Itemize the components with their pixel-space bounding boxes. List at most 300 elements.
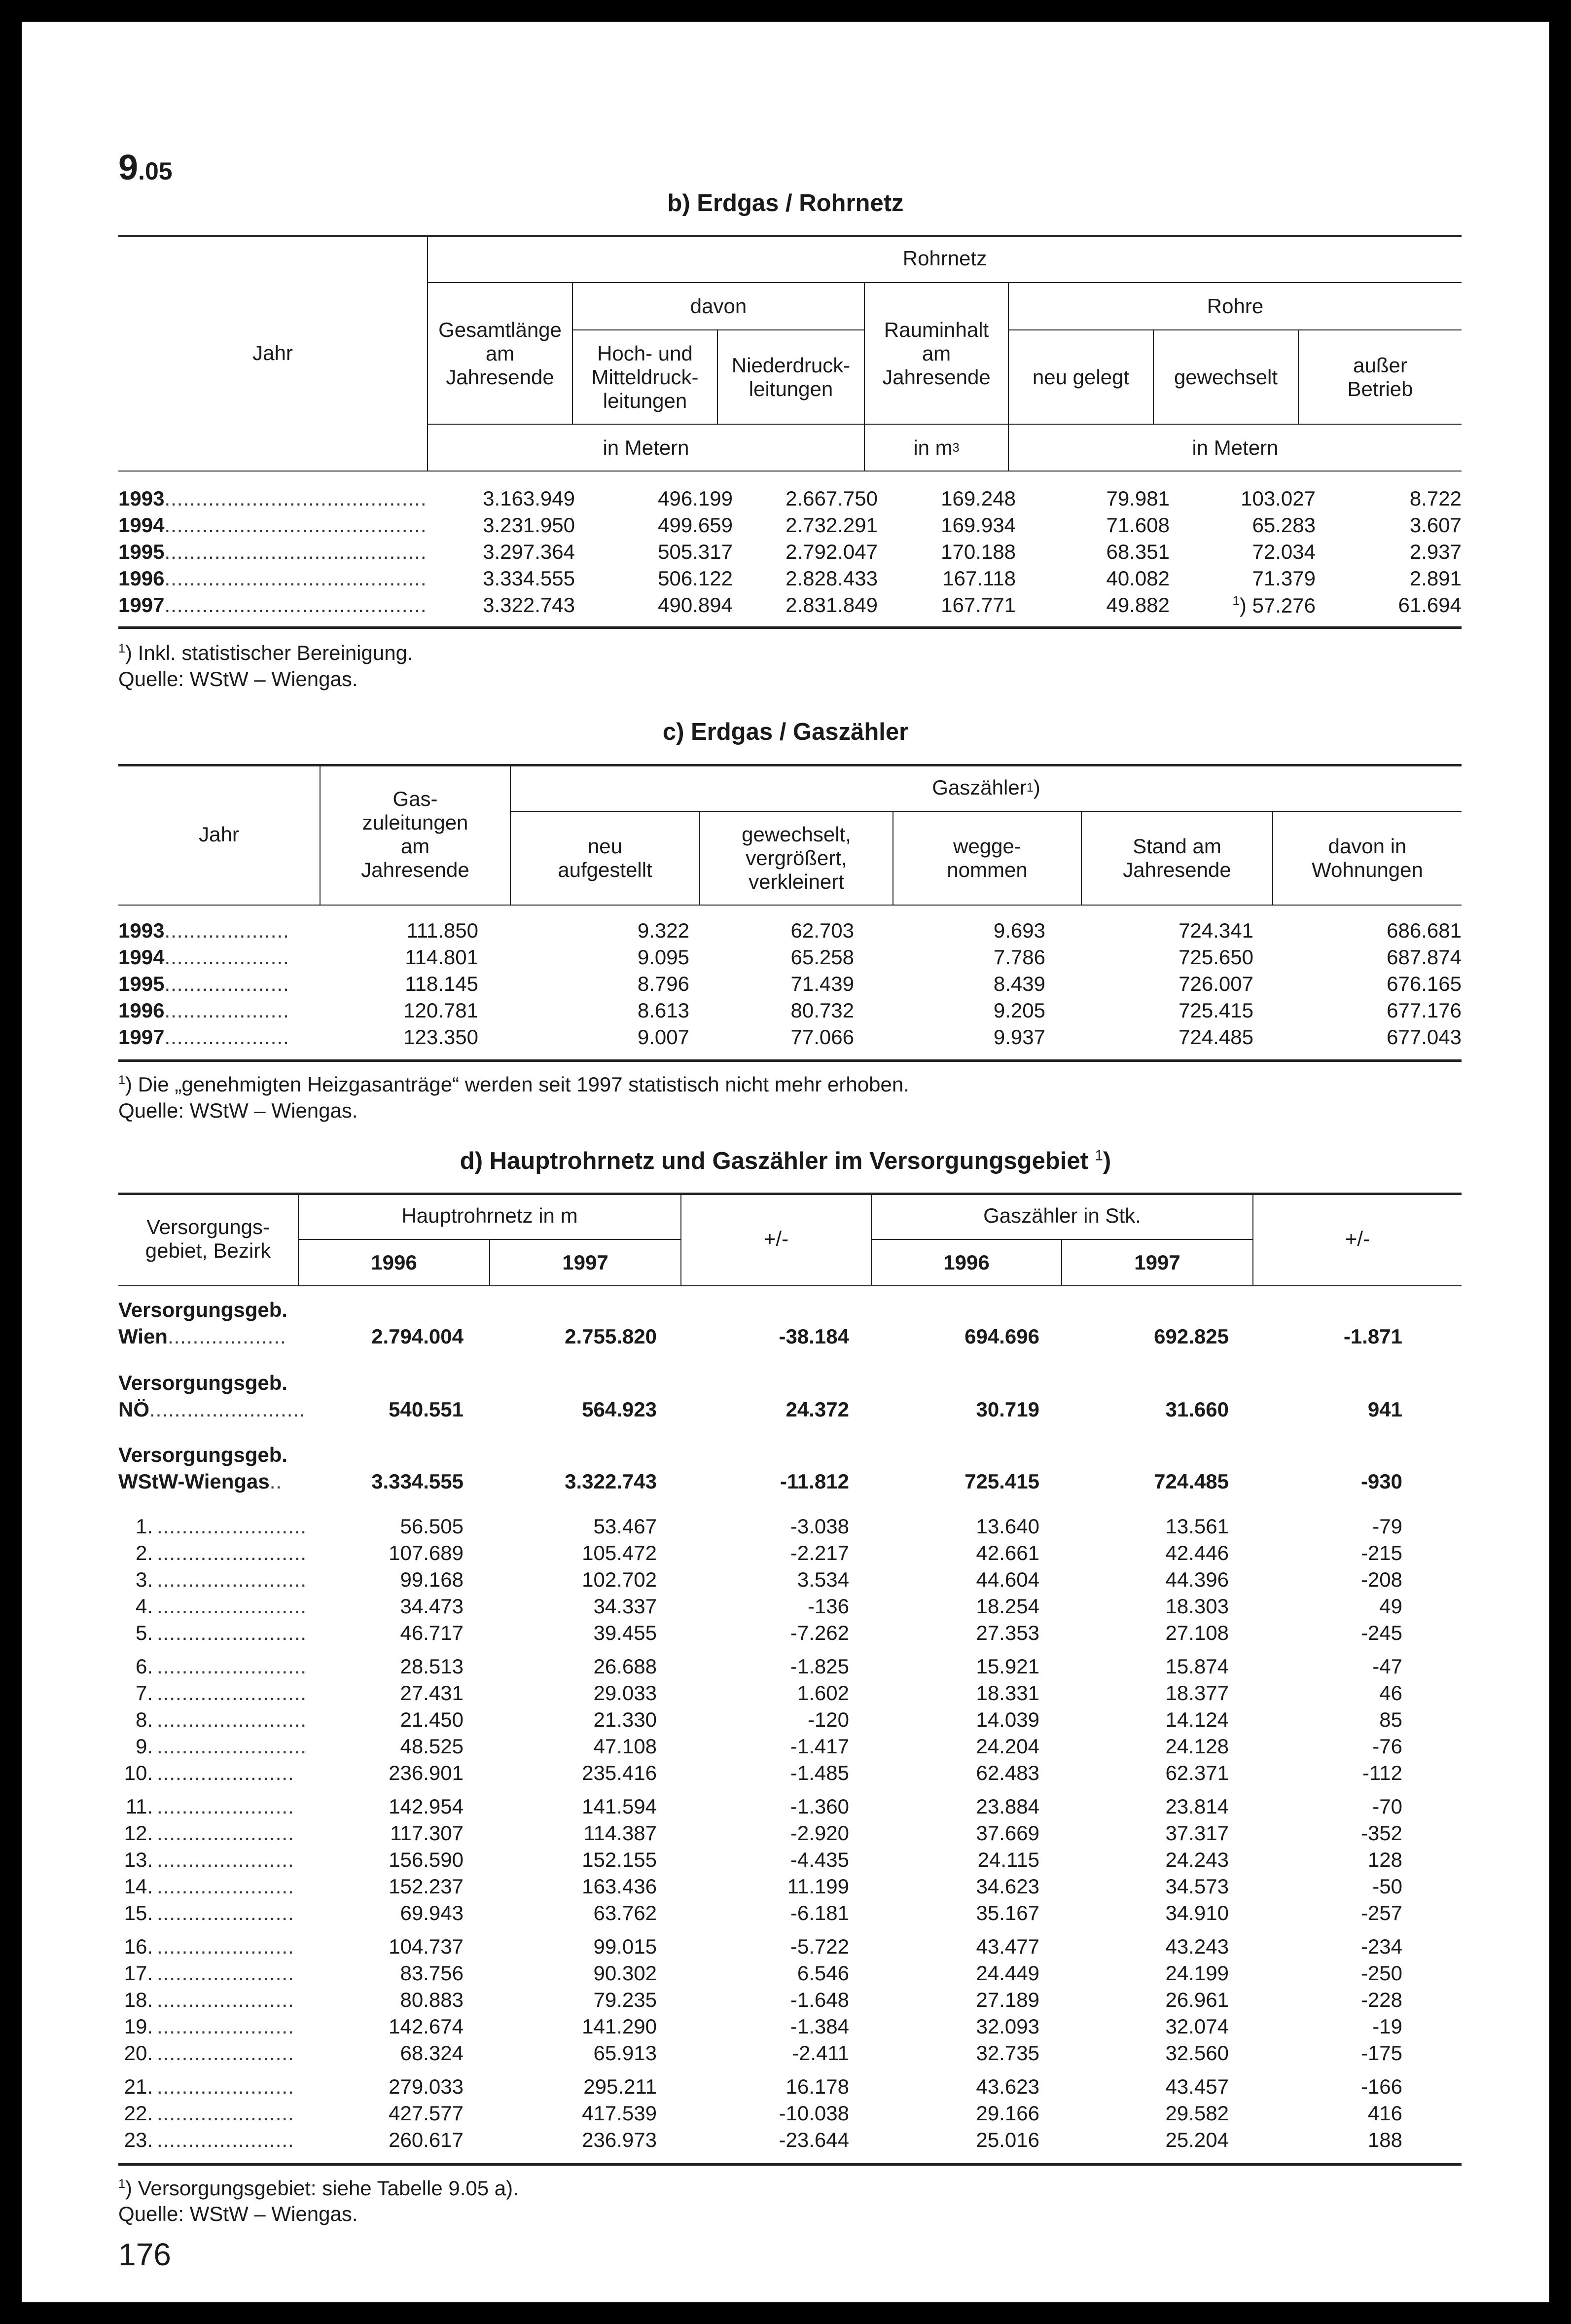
cell: 7.786 <box>993 945 1045 969</box>
cell-value: 2.732.291 <box>786 513 878 537</box>
district-number: 22. <box>124 2102 153 2125</box>
table-row <box>118 565 1462 592</box>
table-d-title-marker: 1 <box>1095 1147 1103 1164</box>
cell: 24.128 <box>1165 1735 1229 1758</box>
row-label <box>118 1566 318 1593</box>
district-number: 14. <box>124 1875 153 1898</box>
district-number: 4. <box>135 1595 153 1618</box>
header-gaszaehler-text: Gaszähler <box>932 775 1027 799</box>
table-d-bottom-rule <box>118 2163 1462 2166</box>
col-gewechselt: gewechselt, vergrößert, verkleinert <box>742 823 851 893</box>
cell: 71.439 <box>790 972 854 995</box>
cell: 43.457 <box>1165 2075 1229 2098</box>
cell-value: 72.034 <box>1252 540 1316 563</box>
leader-dots: ...................... <box>157 1961 294 1985</box>
cell-value: 71.608 <box>1106 513 1170 537</box>
cell: 68.324 <box>400 2041 464 2065</box>
cell: 23.814 <box>1165 1795 1229 1818</box>
col-gaszuleitungen: Gas- zuleitungen am Jahresende <box>361 787 469 881</box>
cell: 24.115 <box>977 1848 1039 1871</box>
cell: 13.561 <box>1165 1515 1229 1538</box>
summary-label-line1: Versorgungsgeb. <box>118 1371 288 1394</box>
cell-value: 506.122 <box>658 567 733 590</box>
leader-dots: ...................... <box>157 1988 294 2011</box>
cell: -245 <box>1360 1621 1402 1644</box>
cell: -352 <box>1360 1821 1402 1845</box>
cell: 34.337 <box>593 1595 657 1618</box>
table-row <box>118 1847 1462 1873</box>
col-niederdruck: Niederdruck- leitungen <box>731 353 851 400</box>
cell: 11.199 <box>787 1875 849 1898</box>
cell-value: 169.248 <box>941 487 1016 510</box>
row-label <box>118 1926 318 1960</box>
leader-dots: ...................... <box>157 2102 294 2125</box>
spacer <box>1402 1540 1462 1566</box>
cell <box>1016 565 1170 592</box>
year: 1993 <box>118 919 165 942</box>
cell: 142.954 <box>389 1795 464 1818</box>
district-number: 18. <box>124 1988 153 2011</box>
cell: 26.688 <box>593 1655 657 1678</box>
cell <box>878 539 1016 565</box>
row-label <box>118 1960 318 1987</box>
cell: 9.205 <box>993 999 1045 1022</box>
leader-dots: ........................ <box>157 1541 307 1564</box>
cell: 16.178 <box>786 2075 849 2098</box>
cell: 43.243 <box>1165 1935 1229 1958</box>
col-gebiet: Versorgungs- gebiet, Bezirk <box>145 1215 271 1262</box>
row-label <box>118 539 432 565</box>
cell: -1.360 <box>790 1795 849 1818</box>
cell: 128 <box>1367 1848 1402 1871</box>
col-neu-gelegt: neu gelegt <box>1032 365 1130 389</box>
section-number-main: 9 <box>118 148 139 187</box>
cell: 34.910 <box>1165 1901 1229 1925</box>
table-row <box>118 1960 1462 1987</box>
cell: 63.762 <box>593 1901 657 1925</box>
cell: 236.901 <box>389 1761 464 1784</box>
cell: -11.812 <box>780 1470 849 1493</box>
year: 1997 <box>118 1025 165 1049</box>
page <box>22 22 1549 2302</box>
cell <box>1016 512 1170 539</box>
leader-dots: ........................ <box>157 1595 307 1618</box>
district-number: 7. <box>135 1681 153 1705</box>
col-ausser-betrieb: außer Betrieb <box>1347 353 1413 400</box>
row-label <box>118 592 432 618</box>
spacer <box>1402 1396 1462 1423</box>
col-gz-diff: +/- <box>1345 1227 1370 1250</box>
cell: 142.674 <box>389 2015 464 2038</box>
cell: -76 <box>1372 1735 1402 1758</box>
table-d-title-text: d) Hauptrohrnetz und Gaszähler im Versorgungsgebiet <box>460 1148 1095 1174</box>
cell: 677.176 <box>1387 999 1462 1022</box>
row-label <box>118 917 322 944</box>
table-d-districts <box>118 1513 1462 2153</box>
cell: 27.431 <box>400 1681 464 1705</box>
cell: -1.485 <box>790 1761 849 1784</box>
col-davon-wohnungen: davon in Wohnungen <box>1312 835 1423 881</box>
cell: 27.108 <box>1165 1621 1229 1644</box>
cell: 564.923 <box>582 1398 657 1421</box>
cell: 32.074 <box>1165 2015 1229 2038</box>
cell: 99.168 <box>400 1568 464 1591</box>
cell: 53.467 <box>593 1515 657 1538</box>
cell: 24.372 <box>786 1398 849 1421</box>
cell: -1.871 <box>1343 1325 1402 1348</box>
cell-value: 79.981 <box>1106 487 1170 510</box>
spacer <box>1402 1646 1462 1680</box>
cell: 46.717 <box>400 1621 464 1644</box>
summary-label-line1: Versorgungsgeb. <box>118 1443 288 1466</box>
cell: 152.155 <box>582 1848 657 1871</box>
leader-dots: .. <box>269 1470 283 1493</box>
cell: -2.217 <box>790 1541 849 1564</box>
cell: 427.577 <box>389 2102 464 2125</box>
cell: 118.145 <box>405 972 478 995</box>
cell-value: 169.934 <box>941 513 1016 537</box>
header-rohre: Rohre <box>1207 294 1264 318</box>
table-row <box>118 1513 1462 1540</box>
district-number: 21. <box>124 2075 153 2098</box>
district-number: 11. <box>125 1795 153 1818</box>
table-row <box>118 1646 1462 1680</box>
summary-label-line2: WStW-Wiengas <box>118 1470 270 1493</box>
cell <box>1016 539 1170 565</box>
leader-dots: .......................................... <box>164 487 427 510</box>
cell: 27.189 <box>976 1988 1039 2011</box>
cell-value: 3.322.743 <box>483 593 575 617</box>
row-label <box>118 565 432 592</box>
cell: 65.913 <box>593 2041 657 2065</box>
table-d-footnote-text: ) Versorgungsgebiet: siehe Tabelle 9.05 a). <box>125 2177 519 2200</box>
summary-row <box>118 1323 1462 1350</box>
cell <box>878 565 1016 592</box>
cell: -23.644 <box>779 2128 849 2151</box>
cell: -257 <box>1360 1901 1402 1925</box>
cell: 687.874 <box>1387 945 1462 969</box>
col-gesamtlaenge: Gesamtlänge am Jahresende <box>438 318 562 389</box>
table-c-body <box>118 917 1462 1051</box>
cell: 676.165 <box>1387 972 1462 995</box>
summary-row-table <box>118 1323 1462 1350</box>
year: 1995 <box>118 972 165 995</box>
row-label <box>118 1646 318 1680</box>
table-row <box>118 1620 1462 1646</box>
leader-dots: .................... <box>164 1025 289 1049</box>
cell: 8.796 <box>637 972 689 995</box>
header-hauptrohrnetz: Hauptrohrnetz in m <box>401 1204 578 1227</box>
table-row <box>118 512 1462 539</box>
district-number: 19. <box>124 2015 153 2038</box>
table-row <box>118 971 1462 997</box>
cell: 83.756 <box>400 1961 464 1985</box>
cell: -166 <box>1360 2075 1402 2098</box>
cell: 62.703 <box>790 919 854 942</box>
cell: 21.330 <box>593 1708 657 1731</box>
col-gewechselt: gewechselt <box>1174 365 1278 389</box>
cell <box>1170 565 1316 592</box>
cell: 42.446 <box>1165 1541 1229 1564</box>
cell: -136 <box>807 1595 849 1618</box>
table-b-footnote-marker: 1 <box>118 642 126 655</box>
cell: 725.415 <box>964 1470 1039 1493</box>
cell-value: 505.317 <box>658 540 733 563</box>
spacer <box>1402 2127 1462 2153</box>
table-row <box>118 485 1462 512</box>
cell: 102.702 <box>582 1568 657 1591</box>
header-rohrnetz: Rohrnetz <box>902 247 987 270</box>
spacer <box>1402 2067 1462 2100</box>
district-number: 2. <box>135 1541 153 1564</box>
cell: 725.415 <box>1178 999 1253 1022</box>
cell: -250 <box>1360 1961 1402 1985</box>
leader-dots: ...................... <box>157 1875 294 1898</box>
cell: -38.184 <box>779 1325 849 1348</box>
spacer <box>1402 1468 1462 1495</box>
cell <box>575 592 733 618</box>
cell <box>1016 485 1170 512</box>
cell-value: 40.082 <box>1106 567 1170 590</box>
row-label <box>118 1760 318 1786</box>
summary-label-line2: NÖ <box>118 1398 149 1421</box>
cell: 21.450 <box>400 1708 464 1731</box>
cell: 152.237 <box>389 1875 464 1898</box>
cell-value: 65.283 <box>1252 513 1316 537</box>
row-label <box>118 512 432 539</box>
leader-dots: ........................ <box>157 1708 307 1731</box>
col-jahr: Jahr <box>199 822 239 846</box>
cell: -2.411 <box>792 2041 849 2065</box>
cell: 156.590 <box>389 1848 464 1871</box>
cell: 30.719 <box>976 1398 1039 1421</box>
cell: 141.290 <box>582 2015 657 2038</box>
cell: 34.573 <box>1165 1875 1229 1898</box>
cell-value: 8.722 <box>1409 487 1462 510</box>
cell: 18.254 <box>976 1595 1039 1618</box>
row-label <box>118 1468 318 1495</box>
table-row <box>118 2067 1462 2100</box>
cell: -234 <box>1360 1935 1402 1958</box>
spacer <box>1402 1847 1462 1873</box>
spacer <box>1402 1566 1462 1593</box>
table-b-source: Quelle: WStW – Wiengas. <box>118 667 358 690</box>
row-label <box>118 1733 318 1760</box>
cell: -19 <box>1372 2015 1402 2038</box>
spacer <box>1402 1987 1462 2013</box>
cell-value: 496.199 <box>658 487 733 510</box>
leader-dots: .................... <box>164 945 289 969</box>
cell: 80.883 <box>400 1988 464 2011</box>
district-number: 13. <box>124 1848 153 1871</box>
cell-value: 49.882 <box>1106 593 1170 617</box>
cell-value: 3.607 <box>1409 513 1462 537</box>
cell: 15.874 <box>1165 1655 1229 1678</box>
col-neu-aufgestellt: neu aufgestellt <box>558 835 652 881</box>
cell-value: 3.231.950 <box>483 513 575 537</box>
cell-value: 499.659 <box>658 513 733 537</box>
row-label <box>118 2040 318 2067</box>
leader-dots: .................... <box>164 972 289 995</box>
table-row <box>118 1733 1462 1760</box>
cell <box>575 512 733 539</box>
cell <box>575 485 733 512</box>
row-label <box>118 1820 318 1847</box>
cell: 65.258 <box>790 945 854 969</box>
col-stand: Stand am Jahresende <box>1123 835 1231 881</box>
cell: 677.043 <box>1387 1025 1462 1049</box>
cell: 37.669 <box>976 1821 1039 1845</box>
cell-value: 2.937 <box>1409 540 1462 563</box>
cell-value: 167.118 <box>942 567 1016 590</box>
cell: 725.650 <box>1178 945 1253 969</box>
cell: 56.505 <box>400 1515 464 1538</box>
col-rohr-1997: 1997 <box>562 1251 608 1274</box>
leader-dots: .................... <box>164 999 289 1022</box>
district-number: 16. <box>124 1935 153 1958</box>
cell: 35.167 <box>976 1901 1039 1925</box>
cell <box>1170 485 1316 512</box>
unit-kubikmeter-text: in m <box>913 436 953 459</box>
cell <box>878 512 1016 539</box>
cell: 34.623 <box>976 1875 1039 1898</box>
cell: 29.166 <box>976 2102 1039 2125</box>
cell: 18.331 <box>976 1681 1039 1705</box>
cell: -228 <box>1360 1988 1402 2011</box>
row-label <box>118 1396 318 1423</box>
section-number-sub: .05 <box>138 157 173 185</box>
cell: 8.439 <box>993 972 1045 995</box>
district-number: 17. <box>124 1961 153 1985</box>
row-label <box>118 1786 318 1820</box>
col-rauminhalt: Rauminhalt am Jahresende <box>882 318 991 389</box>
cell <box>878 485 1016 512</box>
year: 1994 <box>118 513 165 537</box>
leader-dots: .......................................... <box>164 593 427 617</box>
cell: 2.794.004 <box>371 1325 464 1348</box>
row-label <box>118 1987 318 2013</box>
district-number: 10. <box>124 1761 153 1784</box>
col-weggenommen: wegge- nommen <box>947 835 1028 881</box>
footnote-marker: 1 <box>1232 593 1240 608</box>
table-row <box>118 1707 1462 1733</box>
cell: 6.546 <box>797 1961 849 1985</box>
cell-value: 170.188 <box>941 540 1016 563</box>
summary-label-line1: Versorgungsgeb. <box>118 1298 288 1321</box>
cell: 43.477 <box>976 1935 1039 1958</box>
cell: 43.623 <box>976 2075 1039 2098</box>
leader-dots: ........................ <box>157 1515 307 1538</box>
cell: 117.307 <box>390 1821 464 1845</box>
cell: 1.602 <box>797 1681 849 1705</box>
cell-value: 71.379 <box>1252 567 1316 590</box>
cell: 692.825 <box>1154 1325 1229 1348</box>
cell <box>1316 512 1462 539</box>
table-row <box>118 1987 1462 2013</box>
row-label <box>118 1024 322 1051</box>
cell: -3.038 <box>790 1515 849 1538</box>
cell: 49 <box>1379 1595 1402 1618</box>
leader-dots: .......................................... <box>164 513 427 537</box>
cell: -47 <box>1372 1655 1402 1678</box>
cell: 62.371 <box>1165 1761 1229 1784</box>
cell: 48.525 <box>400 1735 464 1758</box>
cell <box>733 592 878 618</box>
cell: 9.937 <box>993 1025 1045 1049</box>
cell: 69.943 <box>400 1901 464 1925</box>
year: 1996 <box>118 999 165 1022</box>
cell: 90.302 <box>593 1961 657 1985</box>
cell <box>1316 539 1462 565</box>
cell-value: 57.276 <box>1252 593 1316 617</box>
table-row <box>118 1926 1462 1960</box>
cell: 941 <box>1367 1398 1402 1421</box>
cell: 15.921 <box>976 1655 1039 1678</box>
cell: -2.920 <box>790 1821 849 1845</box>
cell: 24.199 <box>1165 1961 1229 1985</box>
table-d-title: d) Hauptrohrnetz und Gaszähler im Versorgungsgebiet $^1$) <box>460 1147 1111 1174</box>
cell <box>432 512 575 539</box>
cell: 694.696 <box>964 1325 1039 1348</box>
table-row <box>118 1820 1462 1847</box>
district-number: 6. <box>135 1655 153 1678</box>
cell: -4.435 <box>790 1848 849 1871</box>
row-label <box>118 1620 318 1646</box>
spacer <box>1402 1900 1462 1926</box>
table-row <box>118 1760 1462 1786</box>
cell: 99.015 <box>593 1935 657 1958</box>
leader-dots: ........................ <box>157 1735 307 1758</box>
leader-dots: .......................................... <box>164 540 427 563</box>
cell: 44.604 <box>976 1568 1039 1591</box>
cell: -70 <box>1372 1795 1402 1818</box>
table-row <box>118 1680 1462 1707</box>
table-c-footnote-text: ) Die „genehmigten Heizgasanträge“ werden seit 1997 statistisch nicht mehr erhoben. <box>125 1073 909 1096</box>
district-number: 3. <box>135 1568 153 1591</box>
cell <box>1170 539 1316 565</box>
year: 1996 <box>118 567 165 590</box>
table-row <box>118 944 1462 971</box>
cell: -112 <box>1362 1761 1402 1784</box>
spacer <box>1402 1960 1462 1987</box>
table-row <box>118 592 1462 618</box>
row-label <box>118 971 322 997</box>
cell: 686.681 <box>1387 919 1462 942</box>
row-label <box>118 1540 318 1566</box>
row-label <box>118 1323 318 1350</box>
cell <box>733 539 878 565</box>
row-label <box>118 2127 318 2153</box>
cell: -10.038 <box>779 2102 849 2125</box>
table-row <box>118 1540 1462 1566</box>
leader-dots: ......................... <box>149 1398 306 1421</box>
cell: 9.095 <box>637 945 689 969</box>
row-label <box>118 485 432 512</box>
spacer <box>1402 1733 1462 1760</box>
cell: 25.016 <box>976 2128 1039 2151</box>
cell: 77.066 <box>790 1025 854 1049</box>
row-label <box>118 2067 318 2100</box>
table-row <box>118 1566 1462 1593</box>
leader-dots: ...................... <box>157 2015 294 2038</box>
cell: 295.211 <box>583 2075 657 2098</box>
cell: 46 <box>1379 1681 1402 1705</box>
cell: -6.181 <box>790 1901 849 1925</box>
cell: 8.613 <box>637 999 689 1022</box>
cell: 416 <box>1367 2102 1402 2125</box>
cell: 62.483 <box>976 1761 1039 1784</box>
cell: 28.513 <box>400 1655 464 1678</box>
